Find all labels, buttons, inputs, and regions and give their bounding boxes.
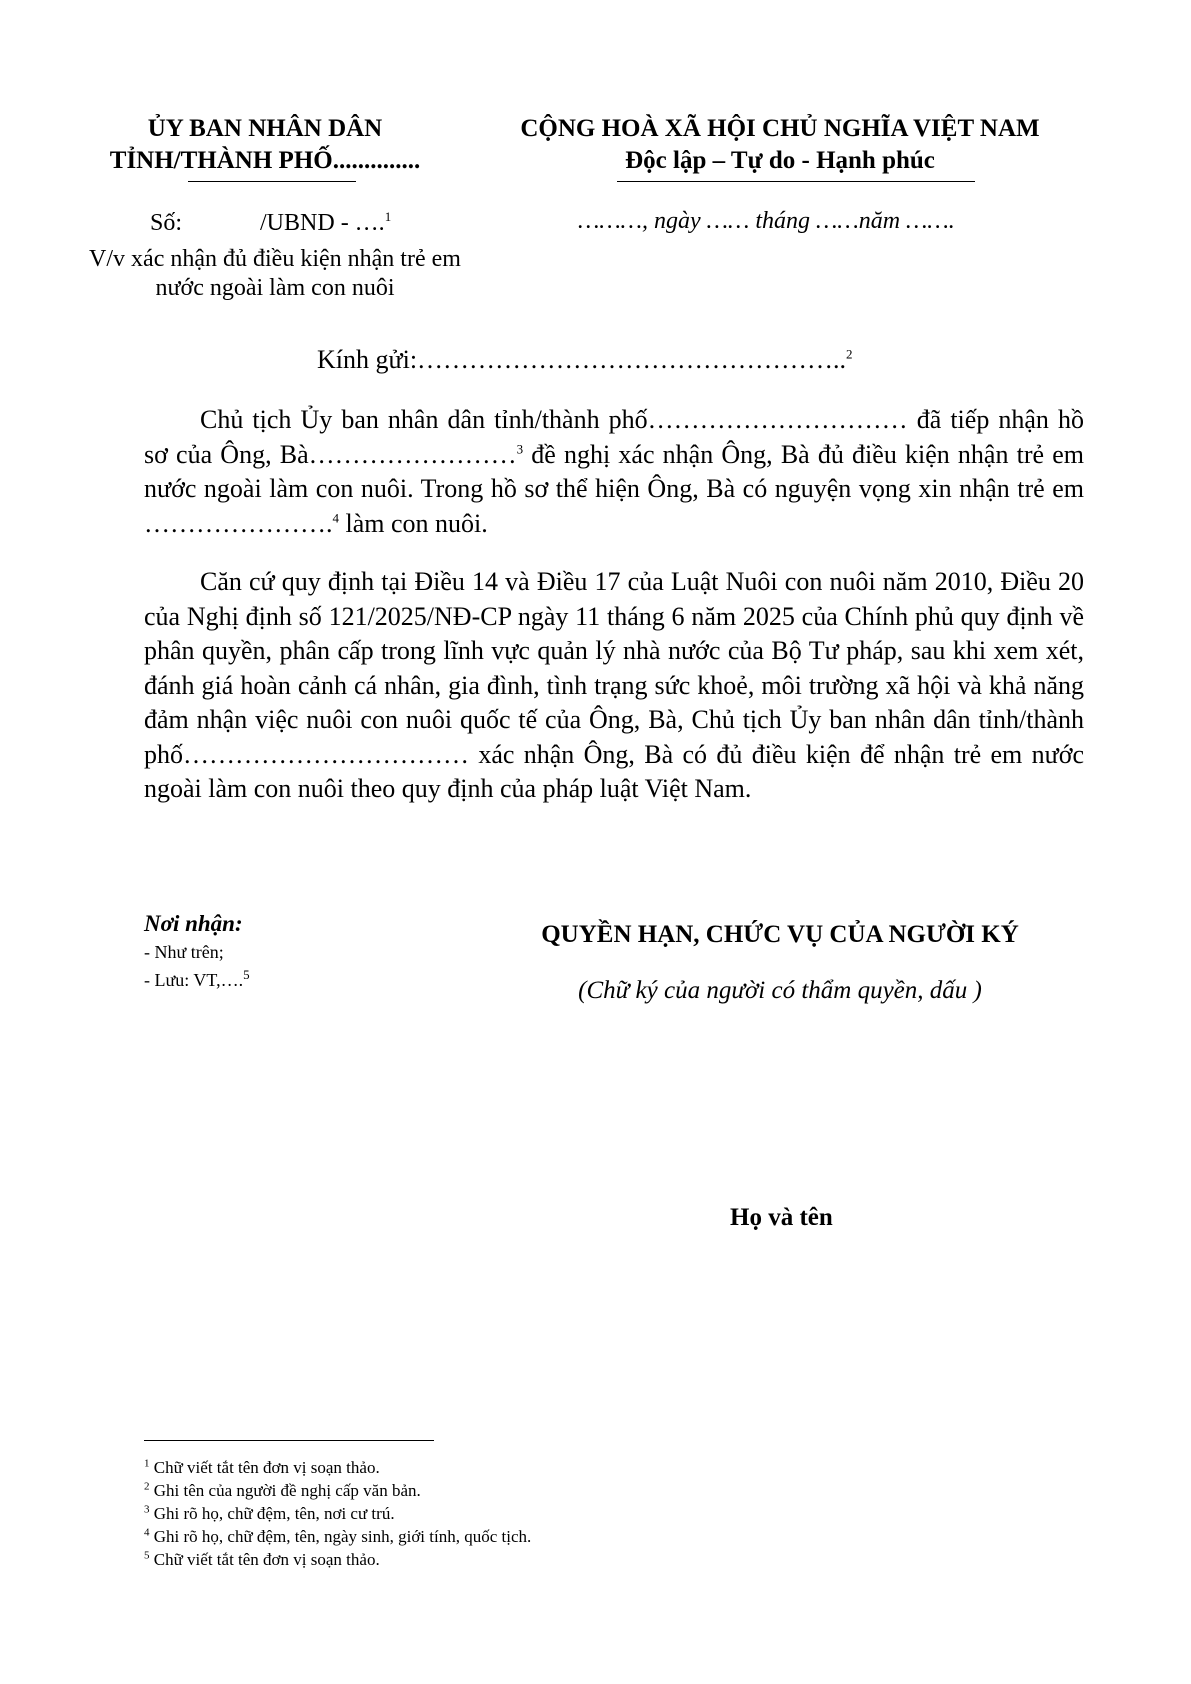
footnote-ref: 5 — [243, 967, 250, 982]
authority-line2: TỈNH/THÀNH PHỐ.............. — [109, 147, 421, 174]
motto-underline — [617, 181, 975, 182]
footnote-item — [144, 1456, 531, 1479]
recipients-item — [144, 966, 250, 994]
footnote-ref: 1 — [384, 209, 392, 224]
footnote-item — [144, 1479, 531, 1502]
footnote-number: 4 — [144, 1526, 150, 1539]
footnote-item — [144, 1502, 531, 1525]
subject-line2: nước ngoài làm con nuôi — [155, 275, 395, 301]
paragraph2-text: Căn cứ quy định tại Điều 14 và Điều 17 của Luật Nuôi con nuôi năm 2010, Điều 20 của Nghị định số 121/2025/NĐ-CP ngày 11 tháng 6 năm 2025 của Chính phủ quy định về phân quyền, phân cấp trong lĩnh vực quản lý nhà nước của Bộ Tư pháp, sau khi xem xét, đánh giá hoàn cảnh cá nhân, gia đình, tình trạng sức khoẻ, môi trường xã hội và khả năng đảm nhận việc nuôi con nuôi quốc tế của Ông, Bà, Chủ tịch Ủy ban nhân dân tỉnh/thành phố…………………………… xác nhận Ông, Bà có đủ điều kiện để nhận trẻ em nước ngoài làm con nuôi theo quy định của pháp luật Việt Nam. — [144, 567, 1084, 803]
authority-line1: ỦY BAN NHÂN DÂN — [147, 115, 383, 142]
recipients-block — [144, 910, 250, 994]
paragraph1-part1: Chủ tịch Ủy ban nhân dân tỉnh/thành phố………………………… đã tiếp nhận hồ sơ của Ông, Bà…………………… — [144, 405, 1084, 469]
footnote-separator — [144, 1440, 434, 1441]
body-paragraph-2 — [144, 565, 1084, 807]
signer-name: Họ và tên — [730, 1204, 833, 1231]
document-number-value: /UBND - …. — [260, 210, 385, 236]
footnote-ref: 2 — [846, 346, 853, 362]
recipients-item: - Như trên; — [144, 942, 224, 962]
footnote-number: 3 — [144, 1503, 150, 1516]
footnote-number: 5 — [144, 1549, 150, 1562]
footnote-item — [144, 1548, 531, 1571]
national-motto: Độc lập – Tự do - Hạnh phúc — [625, 147, 935, 174]
footnote-ref: 4 — [332, 509, 339, 525]
recipient-line — [317, 345, 853, 375]
recipient-text: Kính gửi:………………………………………….. — [317, 345, 847, 374]
date-line: ………, ngày …… tháng ……năm ……. — [578, 208, 955, 234]
footnote-text: Ghi tên của người đề nghị cấp văn bản. — [149, 1481, 421, 1500]
document-subject — [60, 245, 490, 303]
footnote-text: Chữ viết tắt tên đơn vị soạn thảo. — [149, 1458, 380, 1477]
footnote-ref: 3 — [516, 440, 524, 456]
national-title — [465, 113, 1095, 177]
paragraph1-part2: đề nghị xác nhận Ông, Bà đủ điều kiện nhận trẻ em nước ngoài làm con nuôi. Trong hồ sơ thể hiện Ông, Bà có nguyện vọng xin nhận trẻ em …………………. — [144, 439, 1084, 538]
footnote-text: Chữ viết tắt tên đơn vị soạn thảo. — [149, 1550, 380, 1569]
footnotes — [144, 1456, 531, 1571]
recipients-item-text: - Lưu: VT,…. — [144, 970, 244, 990]
footnote-number: 2 — [144, 1480, 150, 1493]
footnote-item — [144, 1525, 531, 1548]
signature-note: (Chữ ký của người có thẩm quyền, dấu ) — [578, 977, 982, 1004]
document-number — [150, 210, 391, 237]
signer-position: QUYỀN HẠN, CHỨC VỤ CỦA NGƯỜI KÝ — [541, 921, 1019, 948]
paragraph1-part3: làm con nuôi. — [339, 508, 488, 538]
footnote-number: 1 — [144, 1457, 150, 1470]
footnote-text: Ghi rõ họ, chữ đệm, tên, ngày sinh, giới tính, quốc tịch. — [149, 1527, 532, 1546]
signature-block — [510, 920, 1050, 1006]
body-paragraph-1 — [144, 403, 1084, 541]
subject-line1: V/v xác nhận đủ điều kiện nhận trẻ em — [89, 246, 461, 272]
document-number-label: Số: — [150, 210, 183, 236]
recipients-title: Nơi nhận: — [144, 911, 243, 936]
national-name: CỘNG HOÀ XÃ HỘI CHỦ NGHĨA VIỆT NAM — [520, 115, 1040, 142]
footnote-text: Ghi rõ họ, chữ đệm, tên, nơi cư trú. — [149, 1504, 395, 1523]
authority-underline — [188, 181, 356, 182]
issuing-authority — [100, 113, 430, 177]
